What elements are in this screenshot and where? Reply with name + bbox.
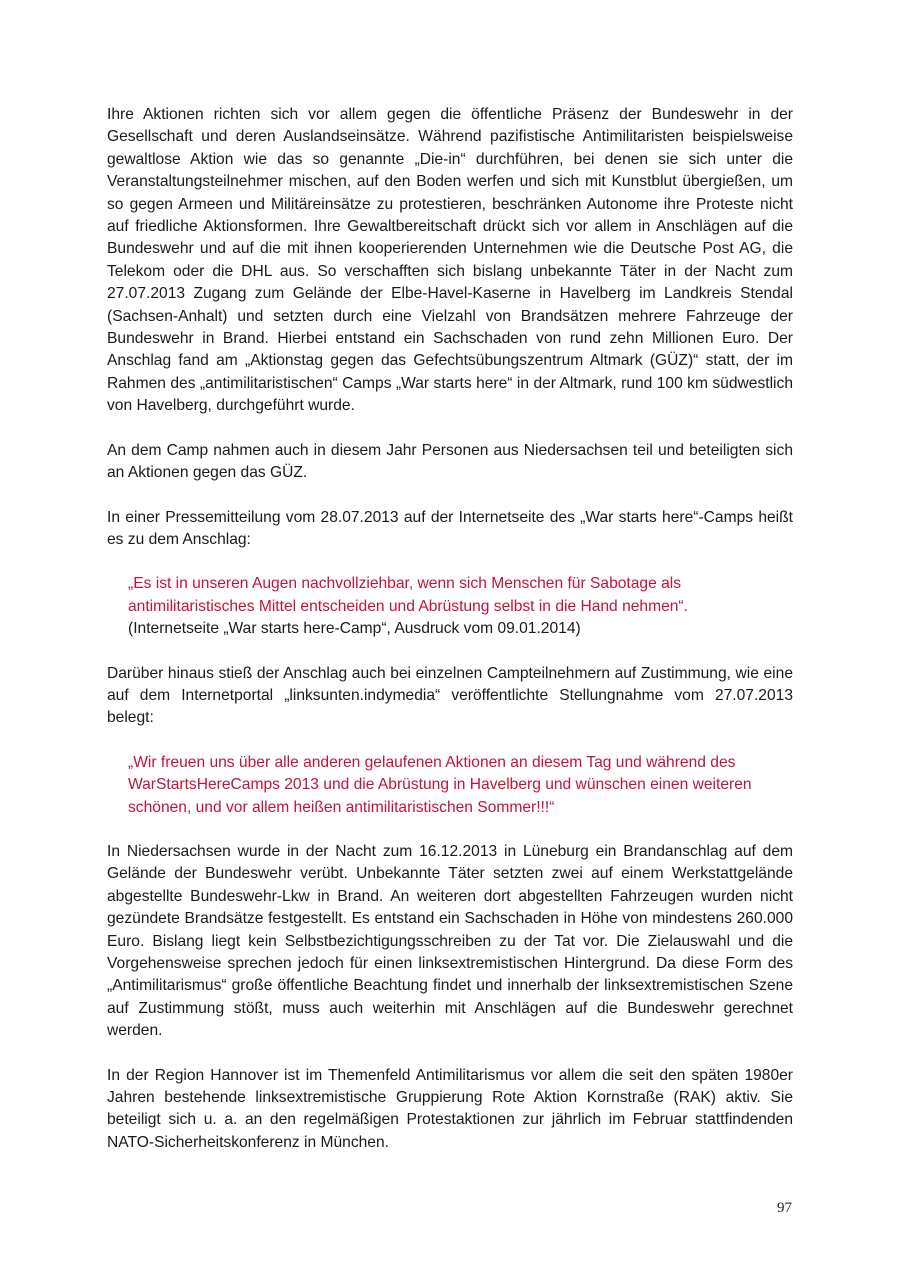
paragraph-hannover: In der Region Hannover ist im Themenfeld Antimilitarismus vor allem die seit den späten 1980er Jahren bestehende linksextremistische Gruppierung Rote Aktion Kornstraße (RAK) aktiv. Sie beteiligt sich u. a. an den regelmäßigen Protestaktionen zur jährlich im Februar stattfindenden NATO-Sicherheitskonferenz in München. <box>107 1066 793 1151</box>
paragraph-gap <box>107 551 793 573</box>
quote-sabotage: „Es ist in unseren Augen nachvollziehbar, wenn sich Menschen für Sabotage als antimilitaristisches Mittel entscheiden und Abrüstung selbst in die Hand nehmen“. <box>128 575 688 615</box>
paragraph-pressemitteilung: In einer Pressemitteilung vom 28.07.2013 auf der Internetseite des „War starts here“-Camps heißt es zu dem Anschlag: <box>107 508 793 548</box>
quote-source: (Internetseite „War starts here-Camp“, Ausdruck vom 09.01.2014) <box>128 620 581 638</box>
paragraph-gap <box>107 641 793 663</box>
paragraph-gap <box>107 485 793 507</box>
paragraph-gap <box>107 418 793 440</box>
paragraph-camp: An dem Camp nahmen auch in diesem Jahr Personen aus Niedersachsen teil und beteiligten sich an Aktionen gegen das GÜZ. <box>107 441 793 482</box>
paragraph-zustimmung: Darüber hinaus stieß der Anschlag auch bei einzelnen Campteilnehmern auf Zustimmung, wie eine auf dem Internetportal „linksunten.indymedia“ veröffentlichte Stellungnahme vom 27.07.2013 belegt: <box>107 664 793 727</box>
paragraph-gap <box>107 1043 793 1065</box>
quote-block-sabotage <box>128 573 770 640</box>
paragraph-gap <box>107 730 793 752</box>
document-page <box>107 104 793 1154</box>
quote-block-sommer <box>128 752 770 819</box>
paragraph-gap <box>107 819 793 841</box>
page-number: 97 <box>777 1200 792 1216</box>
paragraph-aktionen: Ihre Aktionen richten sich vor allem gegen die öffentliche Präsenz der Bundeswehr in der Gesellschaft und deren Auslandseinsätze. Während pazifistische Antimilitaristen beispielsweise gewaltlose Aktion wie das so genannte „Die-in“ durchführen, bei denen sie sich unter die Veranstaltungsteilnehmer mischen, auf den Boden werfen und sich mit Kunstblut übergießen, um so gegen Armeen und Militäreinsätze zu protestieren, beschränken Autonome ihre Proteste nicht auf friedliche Aktionsformen. Ihre Gewaltbereitschaft drückt sich vor allem in Anschlägen auf die Bundeswehr und auf die mit ihnen kooperierenden Unternehmen wie die Deutsche Post AG, die Telekom oder die DHL aus. So verschafften sich bislang unbekannte Täter in der Nacht zum 27.07.2013 Zugang zum Gelände der Elbe-Havel-Kaserne in Havelberg im Landkreis Stendal (Sachsen-Anhalt) und setzten durch eine Vielzahl von Brandsätzen mehrere Fahrzeuge der Bundeswehr in Brand. Hierbei entstand ein Sachschaden von rund zehn Millionen Euro. Der Anschlag fand am „Aktionstag gegen das Gefechtsübungszentrum Altmark (GÜZ)“ statt, der im Rahmen des „antimilitaristischen“ Camps „War starts here“ in der Altmark, rund 100 km südwestlich von Havelberg, durchgeführt wurde. <box>107 106 793 415</box>
paragraph-lueneburg: In Niedersachsen wurde in der Nacht zum 16.12.2013 in Lüneburg ein Brandanschlag auf dem Gelände der Bundeswehr verübt. Unbekannte Täter setzten zwei auf einem Werkstattgelände abgestellte Bundeswehr-Lkw in Brand. An weiteren dort abgestellten Fahrzeugen wurden nicht gezündete Brandsätze festgestellt. Es entstand ein Sachschaden in Höhe von mindestens 260.000 Euro. Bislang liegt kein Selbstbezichtigungsschreiben zu der Tat vor. Die Zielauswahl und die Vorgehensweise sprechen jedoch für einen linksextremistischen Hintergrund. Da diese Form des „Antimilitarismus“ große öffentliche Beachtung findet und innerhalb der linksextremistischen Szene auf Zustimmung stößt, muss auch weiterhin mit Anschlägen auf die Bundeswehr gerechnet werden. <box>107 842 793 1040</box>
quote-sommer: „Wir freuen uns über alle anderen gelaufenen Aktionen an diesem Tag und während des WarStartsHereCamps 2013 und die Abrüstung in Havelberg und wünschen einen weiteren schönen, und vor allem heißen antimilitaristischen Sommer!!!“ <box>128 753 752 816</box>
